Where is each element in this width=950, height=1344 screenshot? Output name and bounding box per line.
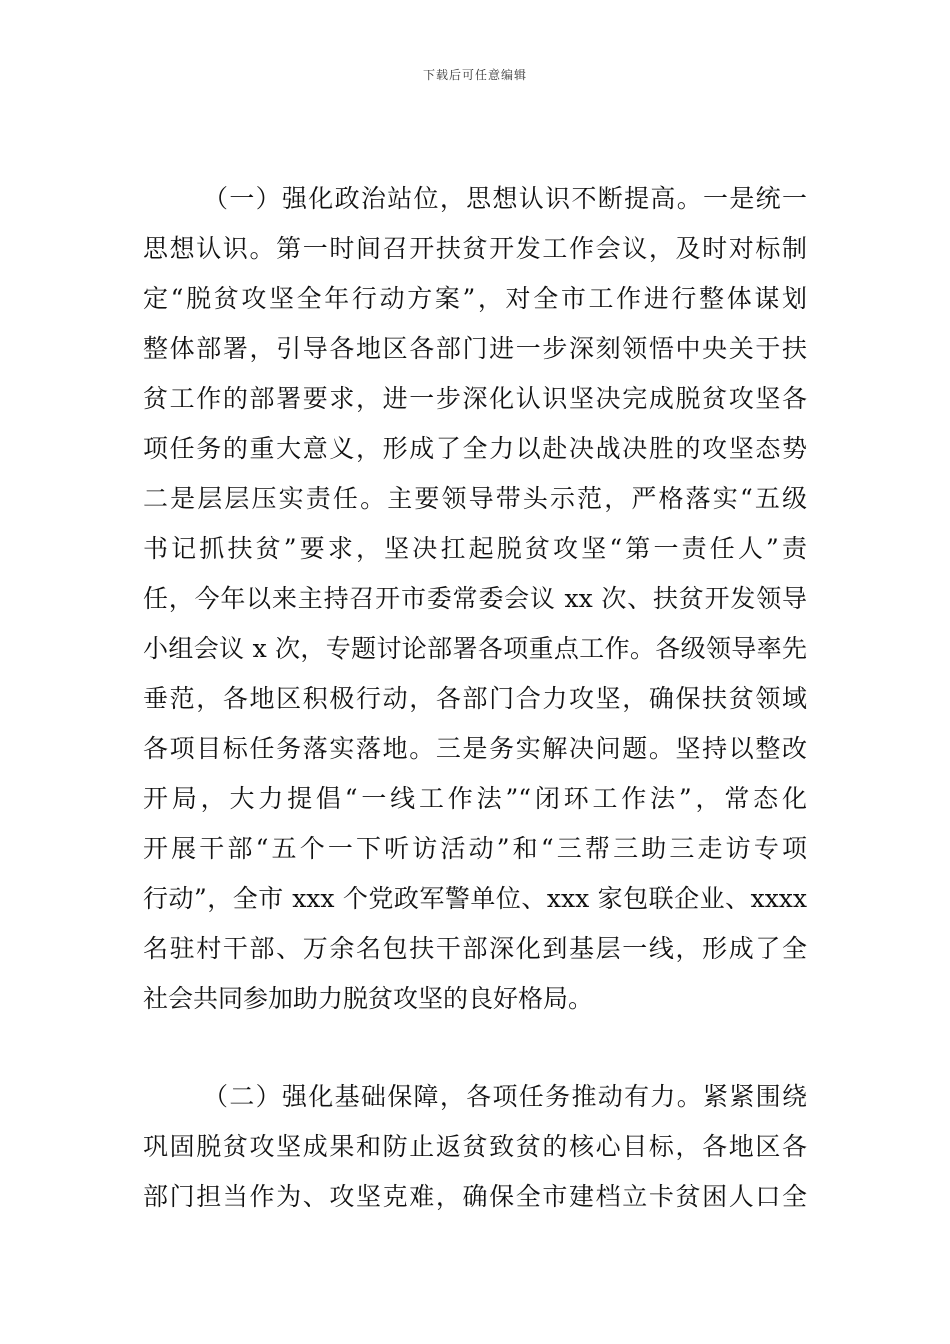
text-line: 垂范，各地区积极行动，各部门合力攻坚，确保扶贫领域 xyxy=(143,684,807,713)
text-line: 项任务的重大意义，形成了全力以赴决战决胜的攻坚态势 xyxy=(143,434,807,463)
text-line: 开局，大力提倡“一线工作法”“闭环工作法”，常态化 xyxy=(143,784,807,813)
text-line: 名驻村干部、万余名包扶干部深化到基层一线，形成了全 xyxy=(143,934,807,963)
text-line: 定“脱贫攻坚全年行动方案”，对全市工作进行整体谋划 xyxy=(143,284,807,313)
text-line: 小组会议 x 次，专题讨论部署各项重点工作。各级领导率先 xyxy=(143,634,807,663)
text-line: 二是层层压实责任。主要领导带头示范，严格落实“五级 xyxy=(143,484,807,513)
text-line: 思想认识。第一时间召开扶贫开发工作会议，及时对标制 xyxy=(143,234,807,263)
page-header: 下载后可任意编辑 xyxy=(422,68,527,82)
text-line: 社会共同参加助力脱贫攻坚的良好格局。 xyxy=(143,984,594,1013)
text-line: 任，今年以来主持召开市委常委会议 xx 次、扶贫开发领导 xyxy=(143,584,807,613)
paragraph-political-stance xyxy=(143,174,807,1024)
text-line: 开展干部“五个一下听访活动”和“三帮三助三走访专项 xyxy=(143,834,807,863)
text-line: 书记抓扶贫”要求，坚决扛起脱贫攻坚“第一责任人”责 xyxy=(143,534,807,563)
text-line: 整体部署，引导各地区各部门进一步深刻领悟中央关于扶 xyxy=(143,334,807,363)
text-line: 各项目标任务落实落地。三是务实解决问题。坚持以整改 xyxy=(143,734,807,763)
text-line: （一）强化政治站位，思想认识不断提高。一是统一 xyxy=(203,184,807,213)
text-line: 部门担当作为、攻坚克难，确保全市建档立卡贫困人口全 xyxy=(143,1182,807,1211)
text-line: 巩固脱贫攻坚成果和防止返贫致贫的核心目标，各地区各 xyxy=(143,1132,807,1161)
paragraph-basic-guarantee xyxy=(143,1072,807,1222)
text-line: 行动”，全市 xxx 个党政军警单位、xxx 家包联企业、xxxx xyxy=(143,884,807,913)
text-line: 贫工作的部署要求，进一步深化认识坚决完成脱贫攻坚各 xyxy=(143,384,807,413)
text-line: （二）强化基础保障，各项任务推动有力。紧紧围绕 xyxy=(203,1082,807,1111)
